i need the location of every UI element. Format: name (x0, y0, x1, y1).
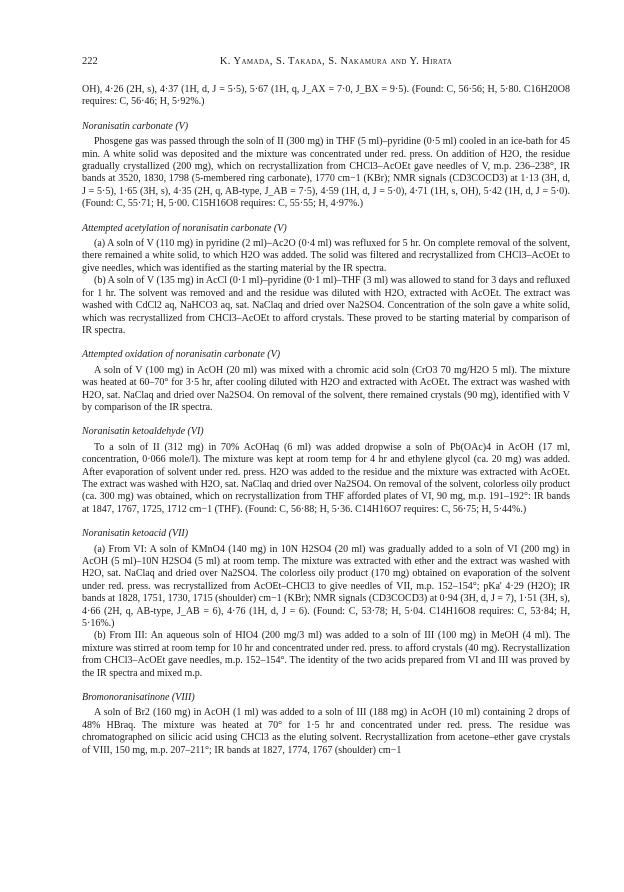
section-attempted-oxidation (82, 349, 570, 414)
section-paragraph: (b) A soln of V (135 mg) in AcCl (0·1 ml)–pyridine (0·1 ml)–THF (3 ml) was allowed to stand for 3 days and refluxed for 1 hr. The solvent was removed and and the residue was diluted with H2O, extracted with AcOEt. The extract was washed with CdCl2 aq, NaHCO3 aq, sat. NaClaq and dried over Na2SO4. Concentration of the soln gave a white solid, which was recrystallized from CHCl3–AcOEt to afford crystals. These proved to be starting material by comparison of IR spectra. (82, 275, 570, 336)
section-heading: Bromonoranisatinone (VIII) (82, 692, 195, 704)
section-heading: Noranisatin ketoaldehyde (VI) (82, 426, 204, 438)
section-paragraph: A soln of V (100 mg) in AcOH (20 ml) was mixed with a chromic acid soln (CrO3 70 mg/H2O 5 ml). The mixture was heated at 60–70° for 3·5 hr, after cooling diluted with H2O and extracted with AcOEt. The extract was washed with H2O, sat. NaClaq and dried over Na2SO4. On removal of the solvent, there remained crystals (90 mg), identified with V by comparison of the IR spectra. (82, 364, 570, 413)
section-attempted-acetylation (82, 223, 570, 338)
section-bromonoranisatinone (82, 692, 570, 757)
section-ketoacid (82, 528, 570, 680)
article-page (82, 56, 570, 757)
section-heading: Attempted acetylation of noranisatin carbonate (V) (82, 222, 287, 234)
page-number: 222 (82, 56, 98, 67)
section-paragraph: To a soln of II (312 mg) in 70% AcOHaq (6 ml) was added dropwise a soln of Pb(OAc)4 in AcOH (17 ml, concentration, 0·066 mole/l). The mixture was kept at room temp for 4 hr and ethylene glycol (ca. 20 mg) was added. After evaporation of solvent under red. press. H2O was added to the residue and the mixture was extracted with AcOEt. The extract was washed with H2O, sat. NaClaq and dried over Na2SO4. On removal of the solvent, colorless oily product (ca. 300 mg) was obtained, which on recrystallization from THF afforded plates of VI, 90 mg, m.p. 191–192°: IR bands at 1847, 1767, 1725, 1712 cm−1 (THF). (Found: C, 56·88; H, 5·36. C14H16O7 requires: C, 56·75; H, 5·44%.) (82, 441, 570, 515)
article-body (82, 84, 570, 757)
section-paragraph: A soln of Br2 (160 mg) in AcOH (1 ml) was added to a soln of III (188 mg) in AcOH (10 ml) containing 2 drops of 48% HBraq. The mixture was heated at 70° for 1·5 hr and concentrated under red. press. The residue was chromatographed on silicic acid using CHCl3 as the eluting solvent. Recrystallization from acetone–ether gave crystals of VIII, 150 mg, m.p. 207–211°; IR bands at 1827, 1774, 1767 (shoulder) cm−1 (82, 707, 570, 756)
opening-paragraph: OH), 4·26 (2H, s), 4·37 (1H, d, J = 5·5), 5·67 (1H, q, J_AX = 7·0, J_BX = 9·5). (Found: C, 56·56; H, 5·80. C16H20O8 requires: C, 56·46; H, 5·92%.) (82, 84, 570, 108)
section-noranisatin-carbonate (82, 121, 570, 211)
section-heading: Attempted oxidation of noranisatin carbonate (V) (82, 349, 281, 361)
section-paragraph: (b) From III: An aqueous soln of HIO4 (200 mg/3 ml) was added to a soln of III (100 mg) in MeOH (4 ml). The mixture was stirred at room temp for 10 hr and concentrated under red. press. to afford crystals (40 mg). Recrystallization from CHCl3–AcOEt gave needles, m.p. 152–154°. The identity of the two acids prepared from VI and III was proved by the IR spectra and mixed m.p. (82, 630, 570, 679)
section-paragraph: (a) From VI: A soln of KMnO4 (140 mg) in 10N H2SO4 (20 ml) was gradually added to a soln of VI (200 mg) in AcOH (5 ml)–10N H2SO4 (5 ml) at room temp. The mixture was extracted with ether and the extract was washed with H2O, sat. NaClaq and dried over Na2SO4. The colorless oily product (170 mg) obtained on evaporation of the solvent under red. press. was recrystallized from AcOEt–CHCl3 to give needles of VII, m.p. 152–154°; pKa' 4·29 (H2O); IR bands at 1828, 1751, 1730, 1715 (shoulder) cm−1 (KBr); NMR signals (CD3COCD3) at 0·94 (3H, d, J = 7), 1·51 (3H, s), 4·66 (2H, q, AB-type, J_AB = 6), 4·76 (1H, d, J = 6). (Found: C, 53·78; H, 5·04. C14H16O8 requires: C, 53·84; H, 5·16%.) (82, 543, 570, 630)
section-ketoaldehyde (82, 426, 570, 516)
section-heading: Noranisatin ketoacid (VII) (82, 528, 189, 540)
page-header (82, 56, 570, 74)
section-paragraph: (a) A soln of V (110 mg) in pyridine (2 ml)–Ac2O (0·4 ml) was refluxed for 5 hr. On complete removal of the solvent, there remained a white solid, to which H2O was added. The solid was filtered and recrystallized from CHCl3–AcOEt to give needles, which was identified as the starting material by the IR spectra. (82, 238, 570, 274)
section-paragraph: Phosgene gas was passed through the soln of II (300 mg) in THF (5 ml)–pyridine (0·5 ml) cooled in an ice-bath for 45 min. A white solid was deposited and the mixture was concentrated under red. press. On addition of H2O, the residue gradually crystallized (200 mg), which on recrystallization from CHCl3–AcOEt gave needles of V, m.p. 236–238°, IR bands at 3520, 1830, 1798 (5-membered ring carbonate), 1770 cm−1 (KBr); NMR signals (CD3COCD3) at 1·13 (3H, d, J = 5·5), 1·65 (3H, s), 4·35 (2H, q, AB-type, J_AB = 7·5), 4·59 (1H, d, J = 5·0), 4·71 (1H, s, OH), 5·42 (1H, d, J = 5·0). (Found: C, 55·71; H, 5·00. C15H16O8 requires: C, 55·55; H, 4·97%.) (82, 136, 570, 210)
running-head: K. Yamada, S. Takada, S. Nakamura and Y. Hirata (219, 56, 453, 67)
section-heading: Noranisatin carbonate (V) (82, 120, 189, 132)
